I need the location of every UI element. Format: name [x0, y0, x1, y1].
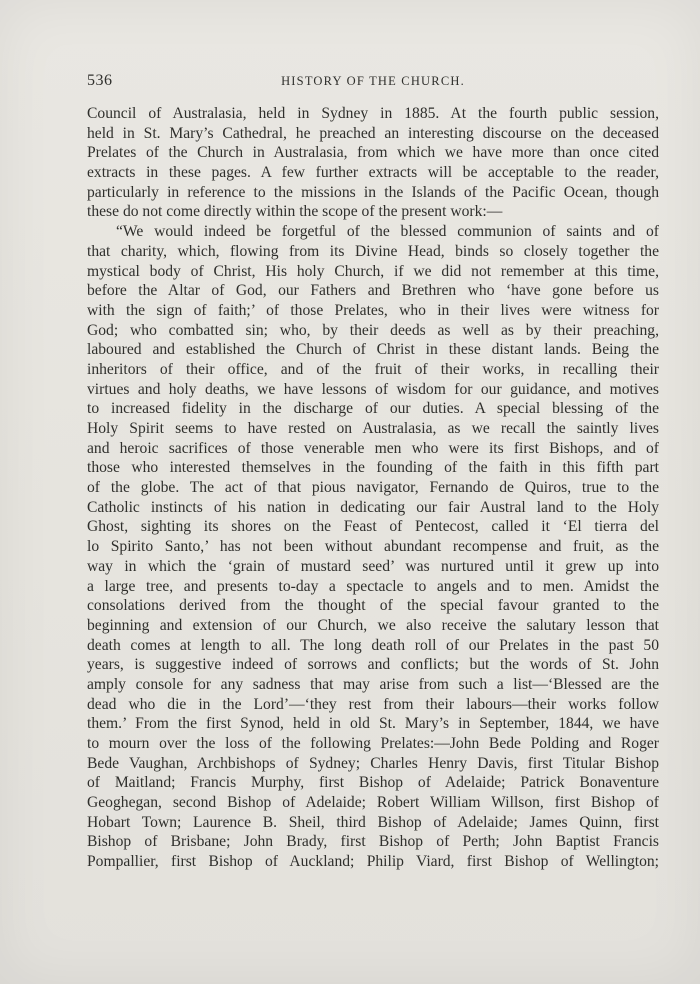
- text-line: consolations derived from the thought of the special favour granted to the: [87, 597, 659, 615]
- text-line: to increased fidelity in the discharge of our duties. A special blessing of the: [87, 400, 659, 418]
- text-line: these do not come directly within the scope of the present work:—: [87, 203, 503, 221]
- text-line: Pompallier, first Bishop of Auckland; Philip Viard, first Bishop of Wellington;: [87, 853, 659, 871]
- text-line: Catholic instincts of his nation in dedicating our fair Austral land to the Holy: [87, 498, 659, 516]
- page-number: 536: [87, 72, 113, 89]
- text-line: with the sign of faith;’ of those Prelates, who in their lives were witness for: [87, 301, 659, 319]
- text-line: those who interested themselves in the founding of the faith in this fifth part: [87, 459, 659, 477]
- text-line: Hobart Town; Laurence B. Sheil, third Bishop of Adelaide; James Quinn, first: [87, 813, 659, 831]
- text-line: Holy Spirit seems to have rested on Australasia, as we recall the saintly lives: [87, 420, 659, 437]
- text-line: of Maitland; Francis Murphy, first Bishop of Adelaide; Patrick Bonaventure: [87, 774, 659, 792]
- text-line: beginning and extension of our Church, we also receive the salutary lesson that: [87, 616, 659, 634]
- text-line: inheritors of their office, and of the fruit of their works, in recalling their: [87, 360, 659, 378]
- text-line: before the Altar of God, our Fathers and Brethren who ‘have gone before us: [87, 282, 659, 300]
- text-line: Ghost, sighting its shores on the Feast of Pentecost, called it ‘El tierra del: [87, 518, 659, 536]
- running-head: HISTORY OF THE CHURCH.: [281, 74, 465, 88]
- body-text: [87, 104, 659, 872]
- text-line: and heroic sacrifices of those venerable men who were its first Bishops, and of: [87, 439, 659, 457]
- text-line: extracts in these pages. A few further extracts will be acceptable to the reader,: [87, 164, 659, 182]
- text-line: Council of Australasia, held in Sydney in 1885. At the fourth public session,: [87, 105, 659, 122]
- text-line: God; who combatted sin; who, by their deeds as well as by their preaching,: [87, 321, 659, 339]
- text-line: Bishop of Brisbane; John Brady, first Bishop of Perth; John Baptist Francis: [87, 833, 659, 851]
- text-line: of the globe. The act of that pious navigator, Fernando de Quiros, true to the: [87, 479, 659, 497]
- page-header: [87, 72, 659, 92]
- text-line: lo Spirito Santo,’ has not been without abundant recompense and fruit, as the: [87, 538, 659, 556]
- text-line: Prelates of the Church in Australasia, from which we have more than once cited: [87, 144, 659, 162]
- text-line: them.’ From the first Synod, held in old St. Mary’s in September, 1844, we have: [87, 715, 659, 733]
- text-line: mystical body of Christ, His holy Church, if we did not remember at this time,: [87, 262, 659, 280]
- text-line: particularly in reference to the missions in the Islands of the Pacific Ocean, though: [87, 183, 659, 201]
- text-line: a large tree, and presents to-day a spectacle to angels and to men. Amidst the: [87, 577, 659, 595]
- text-line: Geoghegan, second Bishop of Adelaide; Robert William Willson, first Bishop of: [87, 794, 659, 812]
- text-line: virtues and holy deaths, we have lessons of wisdom for our guidance, and motives: [87, 380, 659, 398]
- text-line: death comes at length to all. The long death roll of our Prelates in the past 50: [87, 636, 659, 654]
- text-line: laboured and established the Church of Christ in these distant lands. Being the: [87, 341, 659, 359]
- text-line: way in which the ‘grain of mustard seed’ was nurtured until it grew up into: [87, 557, 659, 575]
- text-line: years, is suggestive indeed of sorrows and conflicts; but the words of St. John: [87, 656, 659, 674]
- text-line: held in St. Mary’s Cathedral, he preached an interesting discourse on the deceased: [87, 124, 659, 142]
- text-line: to mourn over the loss of the following Prelates:—John Bede Polding and Roger: [87, 735, 659, 752]
- text-line: dead who die in the Lord’—‘they rest from their labours—their works follow: [87, 695, 659, 713]
- text-line: Bede Vaughan, Archbishops of Sydney; Charles Henry Davis, first Titular Bishop: [87, 754, 659, 772]
- text-line: “We would indeed be forgetful of the blessed communion of saints and of: [116, 223, 659, 241]
- text-line: amply console for any sadness that may arise from such a list—‘Blessed are the: [87, 675, 659, 693]
- text-line: that charity, which, flowing from its Divine Head, binds so closely together the: [87, 242, 659, 260]
